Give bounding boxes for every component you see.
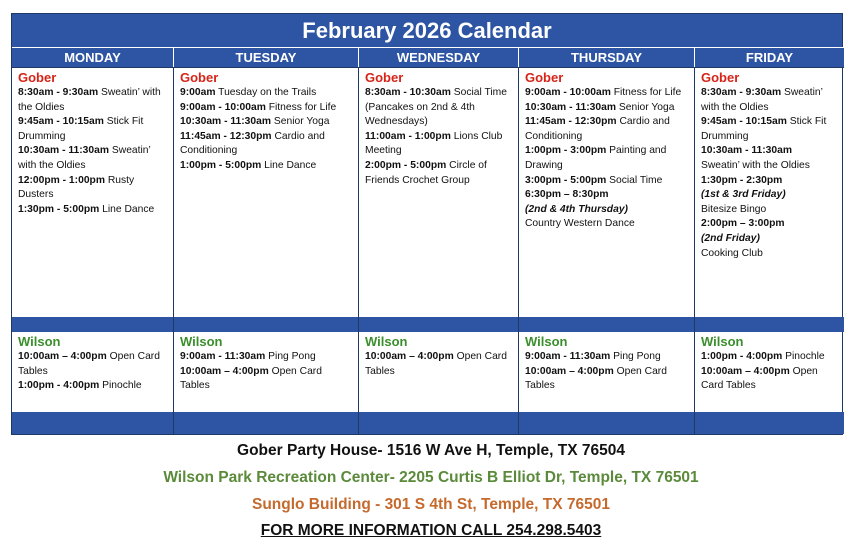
gober-address: Gober Party House- 1516 W Ave H, Temple, TX 76504: [237, 442, 625, 459]
event-entry: [525, 86, 690, 101]
event-entry: [701, 144, 840, 159]
event-time: 10:00am – 4:00pm: [180, 365, 269, 377]
event-entry: [701, 350, 840, 365]
event-entry: [365, 86, 514, 130]
event-name: Stick Fit Drumming: [18, 116, 144, 142]
event-entry: [525, 144, 690, 173]
day-header: FRIDAY: [694, 47, 844, 67]
separator-band: [12, 317, 842, 332]
event-name: Senior Yoga: [271, 116, 330, 128]
event-name: Line Dance: [261, 159, 317, 171]
event-time: 9:45am - 10:15am: [701, 116, 787, 128]
gober-location-label: Gober: [701, 70, 740, 85]
event-name: Cardio and Conditioning: [180, 130, 325, 157]
event-entry: [18, 203, 169, 218]
wilson-day-cell: [358, 332, 518, 412]
wilson-location-label: Wilson: [18, 334, 61, 349]
band-cell: [12, 412, 173, 434]
event-entry: [365, 350, 514, 379]
event-time: 1:30pm - 2:30pm: [701, 174, 783, 186]
event-name: Open Card Tables: [180, 365, 322, 392]
calendar-title: February 2026 Calendar: [12, 14, 842, 47]
gober-day-cell: [358, 67, 518, 317]
event-name: Sweatin’ with the Oldies: [701, 159, 810, 171]
event-entry: [180, 130, 354, 159]
event-entry: [180, 350, 354, 365]
event-name: Painting and Drawing: [525, 145, 667, 171]
band-cell: [173, 412, 358, 434]
event-time: 6:30pm – 8:30pm: [525, 189, 609, 201]
info-phone[interactable]: FOR MORE INFORMATION CALL 254.298.5403: [260, 522, 602, 539]
event-entry: [525, 217, 690, 232]
event-name: Bitesize Bingo: [701, 203, 767, 215]
event-entry: [18, 174, 169, 203]
event-entry: [525, 101, 690, 116]
band-cell: [694, 412, 844, 434]
event-name: Fitness for Life: [265, 101, 337, 113]
event-entry: [701, 86, 840, 115]
event-entry: [525, 350, 690, 365]
calendar: [11, 13, 843, 435]
event-time: 1:30pm - 5:00pm: [18, 203, 100, 215]
event-entry: [525, 188, 690, 203]
band-cell: [694, 317, 844, 332]
event-time: 9:00am - 11:30am: [180, 351, 266, 362]
event-note: (2nd Friday): [701, 232, 760, 244]
event-entry: [18, 144, 169, 173]
event-time: 1:00pm - 5:00pm: [180, 159, 262, 171]
event-time: 11:00am - 1:00pm: [365, 130, 451, 142]
band-cell: [358, 317, 518, 332]
event-time: 2:00pm – 3:00pm: [701, 218, 785, 230]
day-header: WEDNESDAY: [358, 47, 518, 67]
event-entry: [525, 115, 690, 144]
event-time: 9:00am - 11:30am: [525, 351, 611, 362]
event-time: 10:30am - 11:30am: [180, 116, 272, 128]
gober-location-label: Gober: [525, 70, 564, 85]
event-entry: [701, 188, 840, 203]
event-entry: [180, 365, 354, 394]
event-time: 11:45am - 12:30pm: [525, 116, 617, 128]
event-time: 9:45am - 10:15am: [18, 116, 104, 128]
event-entry: [701, 174, 840, 189]
wilson-day-cell: [12, 332, 173, 412]
event-entry: [180, 159, 354, 174]
event-time: 8:30am - 9:30am: [701, 87, 782, 98]
event-entry: [365, 159, 514, 188]
event-time: 9:00am - 10:00am: [180, 101, 266, 113]
event-name: Social Time: [606, 174, 663, 186]
event-entry: [18, 379, 169, 394]
event-time: 3:00pm - 5:00pm: [525, 174, 607, 186]
event-time: 12:00pm - 1:00pm: [18, 174, 105, 186]
event-time: 10:30am - 11:30am: [525, 101, 617, 113]
sunglo-address: Sunglo Building - 301 S 4th St, Temple, TX 76501: [251, 496, 610, 513]
event-entry: [18, 350, 169, 379]
event-time: 1:00pm - 4:00pm: [18, 380, 100, 392]
event-time: 10:30am - 11:30am: [701, 145, 793, 157]
event-time: 1:00pm - 3:00pm: [525, 145, 607, 157]
event-entry: [701, 232, 840, 247]
event-entry: [701, 217, 840, 232]
event-name: Open Card Tables: [701, 365, 818, 392]
day-header-row: [12, 47, 842, 67]
event-name: Ping Pong: [265, 351, 316, 362]
event-entry: [18, 115, 169, 144]
event-entry: [701, 203, 840, 218]
bottom-band: [12, 412, 842, 434]
event-entry: [525, 365, 690, 394]
event-entry: [701, 365, 840, 394]
event-name: Sweatin’ with the Oldies: [18, 145, 151, 171]
event-time: 9:00am: [180, 87, 216, 98]
event-name: Open Card Tables: [365, 351, 507, 377]
event-time: 10:00am – 4:00pm: [525, 365, 614, 377]
event-name: Country Western Dance: [525, 218, 635, 230]
band-cell: [518, 412, 694, 434]
event-name: Fitness for Life: [610, 87, 682, 98]
day-header: TUESDAY: [173, 47, 358, 67]
band-cell: [12, 317, 173, 332]
event-time: 9:00am - 10:00am: [525, 87, 611, 98]
wilson-row: [12, 332, 842, 412]
event-entry: [365, 130, 514, 159]
event-entry: [18, 86, 169, 115]
event-name: Ping Pong: [610, 351, 661, 362]
event-time: 2:00pm - 5:00pm: [365, 159, 447, 171]
wilson-location-label: Wilson: [180, 334, 223, 349]
event-entry: [525, 174, 690, 189]
event-entry: [180, 101, 354, 116]
day-header: THURSDAY: [518, 47, 694, 67]
day-header: MONDAY: [12, 47, 173, 67]
gober-location-label: Gober: [180, 70, 219, 85]
event-entry: [701, 247, 840, 262]
event-note: (1st & 3rd Friday): [701, 189, 786, 201]
band-cell: [518, 317, 694, 332]
event-name: Lions Club Meeting: [365, 130, 503, 157]
gober-day-cell: [12, 67, 173, 317]
gober-location-label: Gober: [365, 70, 404, 85]
event-note: (2nd & 4th Thursday): [525, 203, 628, 215]
wilson-location-label: Wilson: [365, 334, 408, 349]
event-time: 1:00pm - 4:00pm: [701, 351, 783, 362]
event-entry: [701, 159, 840, 174]
gober-location-label: Gober: [18, 70, 57, 85]
event-time: 10:00am – 4:00pm: [18, 351, 107, 362]
wilson-day-cell: [518, 332, 694, 412]
event-name: Senior Yoga: [616, 101, 675, 113]
event-time: 10:00am – 4:00pm: [701, 365, 790, 377]
event-name: Line Dance: [99, 203, 155, 215]
gober-day-cell: [173, 67, 358, 317]
wilson-address: Wilson Park Recreation Center- 2205 Curtis B Elliot Dr, Temple, TX 76501: [163, 469, 699, 486]
event-time: 10:30am - 11:30am: [18, 145, 110, 157]
event-name: Open Card Tables: [18, 351, 160, 377]
gober-row: [12, 67, 842, 317]
event-time: 10:00am – 4:00pm: [365, 351, 454, 362]
event-name: Tuesday on the Trails: [215, 87, 317, 98]
gober-day-cell: [518, 67, 694, 317]
wilson-day-cell: [173, 332, 358, 412]
event-entry: [180, 86, 354, 101]
event-name: Pinochle: [99, 380, 142, 392]
event-name: Stick Fit Drumming: [701, 116, 827, 142]
event-time: 11:45am - 12:30pm: [180, 130, 272, 142]
wilson-location-label: Wilson: [701, 334, 744, 349]
event-entry: [525, 203, 690, 218]
event-name: Rusty Dusters: [18, 174, 135, 201]
event-entry: [180, 115, 354, 130]
event-time: 8:30am - 10:30am: [365, 87, 451, 98]
gober-day-cell: [694, 67, 844, 317]
band-cell: [358, 412, 518, 434]
event-name: Sweatin’ with the Oldies: [18, 87, 161, 113]
event-name: Circle of Friends Crochet Group: [365, 159, 487, 186]
event-name: Cardio and Conditioning: [525, 116, 670, 142]
event-entry: [701, 115, 840, 144]
event-time: 8:30am - 9:30am: [18, 87, 99, 98]
event-name: Open Card Tables: [525, 365, 667, 392]
event-name: Sweatin’ with the Oldies: [701, 87, 823, 113]
band-cell: [173, 317, 358, 332]
event-name: Cooking Club: [701, 247, 763, 259]
wilson-day-cell: [694, 332, 844, 412]
event-name: Pinochle: [782, 351, 825, 362]
wilson-location-label: Wilson: [525, 334, 568, 349]
event-name: Social Time (Pancakes on 2nd & 4th Wednesdays): [365, 87, 507, 128]
